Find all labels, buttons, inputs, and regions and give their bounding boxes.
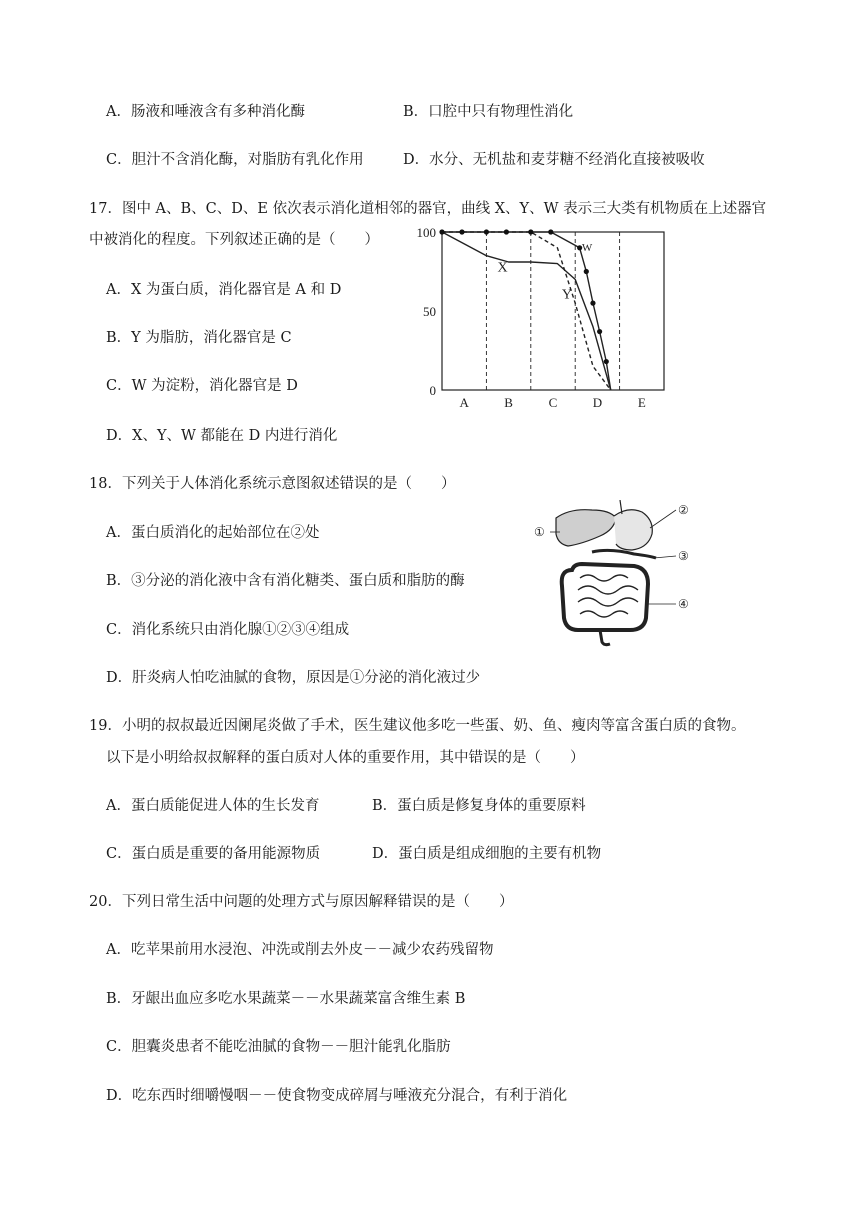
series-label-y: Y xyxy=(561,287,573,303)
q20-option-c: C．胆囊炎患者不能吃油腻的食物－－胆汁能乳化脂肪 xyxy=(106,1039,451,1055)
q19-option-b: B．蛋白质是修复身体的重要原料 xyxy=(372,798,586,814)
x-tick-label: B xyxy=(504,395,513,410)
curve-w-point xyxy=(459,229,464,234)
x-tick-label: A xyxy=(459,395,469,410)
q17-option-b: B．Y 为脂肪，消化器官是 C xyxy=(106,330,292,346)
q18-option-a: A．蛋白质消化的起始部位在②处 xyxy=(106,525,320,541)
q17-option-a: A．X 为蛋白质，消化器官是 A 和 D xyxy=(106,282,342,298)
q18-option-b: B．③分泌的消化液中含有消化糖类、蛋白质和脂肪的酶 xyxy=(106,573,465,589)
q19-option-d: D．蛋白质是组成细胞的主要有机物 xyxy=(372,846,602,862)
curve-y xyxy=(442,232,611,390)
curve-w-point xyxy=(548,229,553,234)
q19-stem-line2: 以下是小明给叔叔解释的蛋白质对人体的重要作用，其中错误的是（ ） xyxy=(106,750,585,766)
digestive-system-figure xyxy=(530,500,700,650)
q19-stem-line1: 19．小明的叔叔最近因阑尾炎做了手术，医生建议他多吃一些蛋、奶、鱼、瘦肉等富含蛋白质的食物。 xyxy=(89,718,746,734)
q17-option-d: D．X、Y、W 都能在 D 内进行消化 xyxy=(106,428,338,444)
pancreas-shape xyxy=(592,550,656,558)
q17-option-c: C．W 为淀粉，消化器官是 D xyxy=(106,378,298,394)
curve-w-point xyxy=(528,229,533,234)
curve-w-point xyxy=(504,229,509,234)
figure-label-1: ① xyxy=(534,525,545,539)
figure-label-4: ④ xyxy=(678,597,689,611)
q19-option-a: A．蛋白质能促进人体的生长发育 xyxy=(106,798,320,814)
stomach-shape xyxy=(614,510,652,550)
q18-option-d: D．肝炎病人怕吃油腻的食物，原因是①分泌的消化液过少 xyxy=(106,670,481,686)
q18-option-c: C．消化系统只由消化腺①②③④组成 xyxy=(106,622,350,638)
q20-option-b: B．牙龈出血应多吃水果蔬菜－－水果蔬菜富含维生素 B xyxy=(106,991,466,1007)
x-tick-label: D xyxy=(592,395,603,410)
q17-stem-line1: 17．图中 A、B、C、D、E 依次表示消化道相邻的器官，曲线 X、Y、W 表示三大类有机物质在上述器官 xyxy=(89,201,767,217)
large-intestine-shape xyxy=(562,564,648,630)
q20-option-d: D．吃东西时细嚼慢咽－－使食物变成碎屑与唾液充分混合，有利于消化 xyxy=(106,1088,568,1104)
y-tick-label: 100 xyxy=(416,225,436,240)
q16-option-d: D．水分、无机盐和麦芽糖不经消化直接被吸收 xyxy=(403,152,705,168)
curve-w xyxy=(442,232,611,390)
curve-w-point xyxy=(590,301,595,306)
q17-stem-line2: 中被消化的程度。下列叙述正确的是（ ） xyxy=(89,232,379,248)
q18-stem: 18．下列关于人体消化系统示意图叙述错误的是（ ） xyxy=(89,476,456,492)
curve-x xyxy=(442,232,611,390)
q16-option-a: A．肠液和唾液含有多种消化酶 xyxy=(106,104,305,120)
x-tick-label: E xyxy=(637,395,646,410)
q19-option-c: C．蛋白质是重要的备用能源物质 xyxy=(106,846,321,862)
series-label-x: X xyxy=(497,260,508,276)
curve-w-point xyxy=(604,359,609,364)
small-intestine-shape xyxy=(578,575,638,617)
figure-label-3: ③ xyxy=(678,549,689,563)
figure-label-2: ② xyxy=(678,503,689,517)
y-tick-label: 50 xyxy=(423,304,436,319)
curve-w-point xyxy=(597,329,602,334)
curve-w-point xyxy=(439,229,444,234)
series-label-w: W xyxy=(581,241,593,254)
plot-frame xyxy=(442,232,664,390)
q20-option-a: A．吃苹果前用水浸泡、冲洗或削去外皮－－减少农药残留物 xyxy=(106,942,494,958)
q16-option-c: C．胆汁不含消化酶，对脂肪有乳化作用 xyxy=(106,152,364,168)
digestion-chart xyxy=(400,218,690,418)
q16-option-b: B．口腔中只有物理性消化 xyxy=(403,104,574,120)
q20-stem: 20．下列日常生活中问题的处理方式与原因解释错误的是（ ） xyxy=(89,894,514,910)
x-tick-label: C xyxy=(548,395,558,410)
y-tick-label: 0 xyxy=(429,383,436,398)
liver-shape xyxy=(556,510,616,546)
curve-w-point xyxy=(484,229,489,234)
curve-w-point xyxy=(584,269,589,274)
